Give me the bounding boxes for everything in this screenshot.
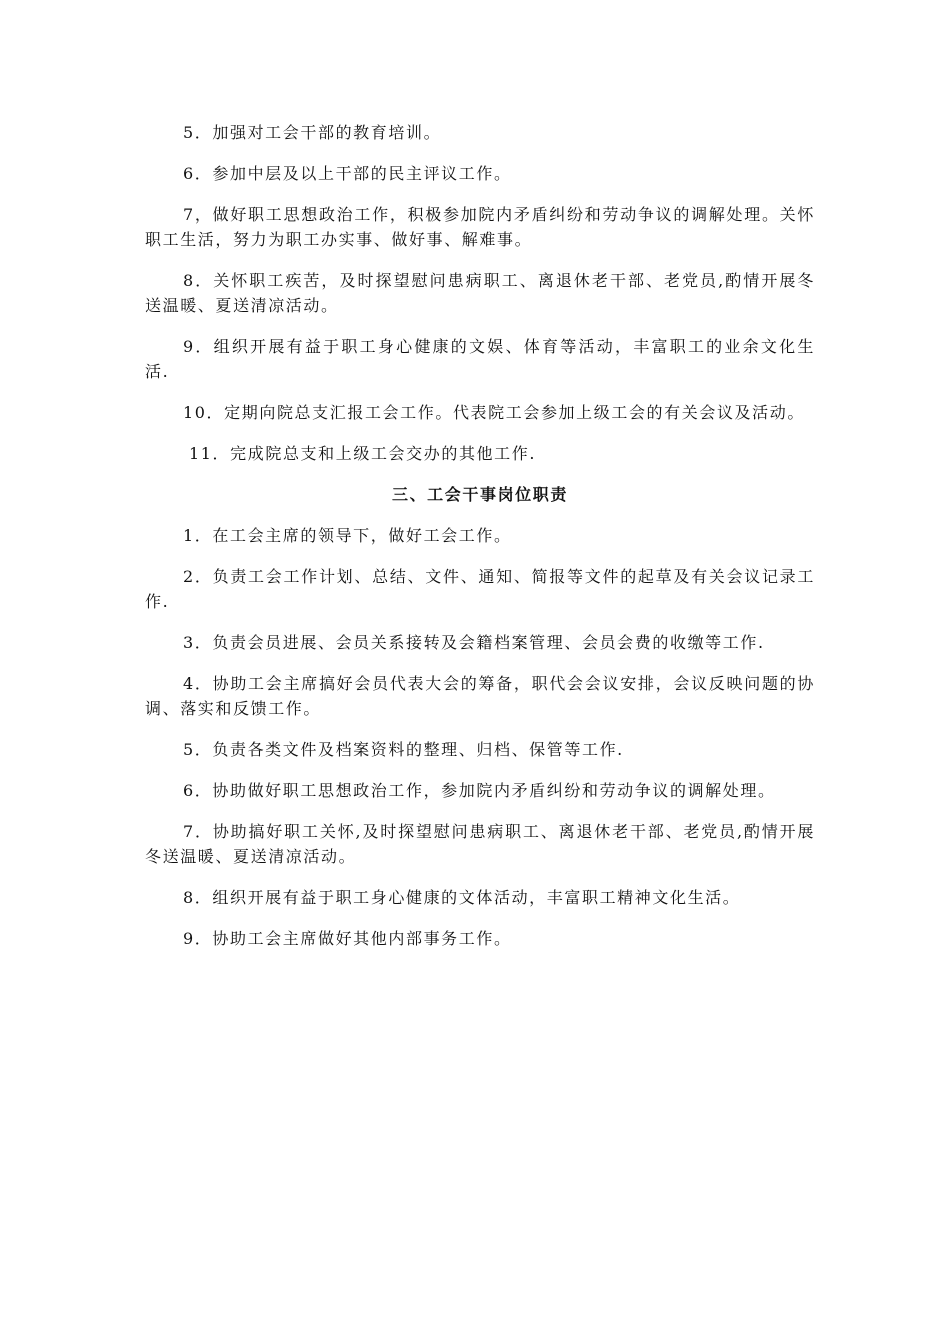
paragraph-b7: 7．协助搞好职工关怀,及时探望慰问患病职工、离退休老干部、老党员,酌情开展冬送温暖、夏送清凉活动。 xyxy=(145,822,815,866)
paragraph-b5: 5．负责各类文件及档案资料的整理、归档、保管等工作. xyxy=(183,740,624,759)
paragraph-b6: 6．协助做好职工思想政治工作，参加院内矛盾纠纷和劳动争议的调解处理。 xyxy=(183,781,776,800)
paragraph-b1: 1．在工会主席的领导下，做好工会工作。 xyxy=(183,526,512,545)
section-heading: 三、工会干事岗位职责 xyxy=(391,485,568,504)
paragraph-a9: 9．组织开展有益于职工身心健康的文娱、体育等活动，丰富职工的业余文化生活. xyxy=(145,337,815,381)
paragraph-b3: 3．负责会员进展、会员关系接转及会籍档案管理、会员会费的收缴等工作. xyxy=(183,633,765,652)
paragraph-b2: 2．负责工会工作计划、总结、文件、通知、简报等文件的起草及有关会议记录工作. xyxy=(145,567,815,611)
paragraph-b9: 9．协助工会主席做好其他内部事务工作。 xyxy=(183,929,512,948)
paragraph-a7: 7，做好职工思想政治工作，积极参加院内矛盾纠纷和劳动争议的调解处理。关怀职工生活，努力为职工办实事、做好事、解难事。 xyxy=(145,205,815,249)
paragraph-a10: 10．定期向院总支汇报工会工作。代表院工会参加上级工会的有关会议及活动。 xyxy=(183,403,805,422)
paragraph-a6: 6．参加中层及以上干部的民主评议工作。 xyxy=(183,164,512,183)
paragraph-a8: 8．关怀职工疾苦，及时探望慰问患病职工、离退休老干部、老党员,酌情开展冬送温暖、夏送清凉活动。 xyxy=(145,271,815,315)
paragraph-a11: 11．完成院总支和上级工会交办的其他工作. xyxy=(189,444,537,463)
paragraph-b4: 4．协助工会主席搞好会员代表大会的筹备，职代会会议安排，会议反映问题的协调、落实和反馈工作。 xyxy=(145,674,815,718)
document-page xyxy=(145,120,815,967)
paragraph-a5: 5．加强对工会干部的教育培训。 xyxy=(183,123,442,142)
paragraph-b8: 8．组织开展有益于职工身心健康的文体活动，丰富职工精神文化生活。 xyxy=(183,888,741,907)
